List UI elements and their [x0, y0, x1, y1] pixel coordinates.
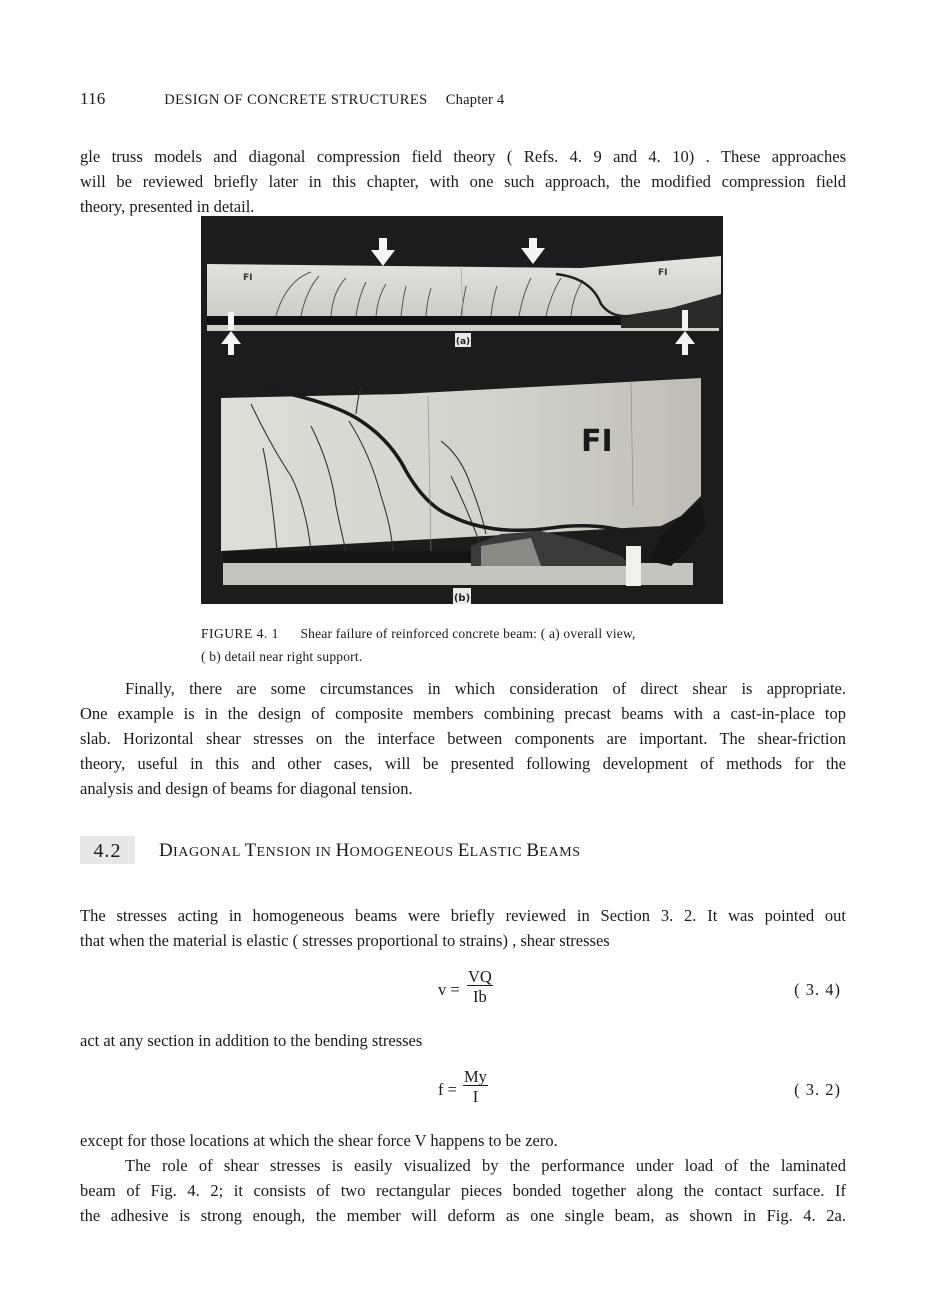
title-cap: E	[457, 840, 470, 861]
paragraph-bending-stresses	[80, 1028, 846, 1053]
support-base-b	[223, 563, 693, 585]
equation-numerator: VQ	[468, 967, 492, 986]
text-line: theory, presented in detail.	[80, 197, 255, 216]
running-head	[80, 89, 504, 109]
book-title: DESIGN OF CONCRETE STRUCTURES	[164, 92, 428, 108]
beam-photo-illustration	[201, 216, 723, 604]
text-line: theory, useful in this and other cases, will be presented following development of methods for the	[80, 754, 846, 773]
equation-fraction	[463, 1068, 488, 1108]
title-smallcaps: ENSION IN	[256, 845, 336, 860]
beam-marking-right: FI	[658, 268, 668, 278]
text-line: slab. Horizontal shear stresses on the interface between components are important. The shear-friction	[80, 729, 846, 748]
beam-b-shadow	[223, 551, 479, 563]
paragraph-intro-continuation	[80, 144, 846, 219]
title-cap: T	[244, 840, 257, 861]
panel-b-label: (b)	[453, 593, 471, 604]
equation-number: ( 3. 2)	[794, 1080, 841, 1099]
text-line: analysis and design of beams for diagonal tension.	[80, 779, 413, 798]
section-title	[159, 840, 581, 862]
beam-marking-left: FI	[243, 273, 253, 283]
text-line: except for those locations at which the shear force V happens to be zero.	[80, 1131, 558, 1150]
equation-denominator: Ib	[473, 987, 487, 1006]
caption-text-line-2: ( b) detail near right support.	[201, 649, 363, 664]
bearing-plate	[626, 546, 641, 586]
equation-lhs: f =	[438, 1080, 457, 1099]
title-smallcaps: LASTIC	[469, 845, 527, 860]
equation-numerator: My	[464, 1067, 487, 1086]
title-cap: B	[526, 840, 540, 861]
title-smallcaps: IAGONAL	[173, 845, 245, 860]
title-smallcaps: OMOGENEOUS	[349, 845, 458, 860]
equation-shear-stress	[80, 968, 846, 1018]
page-number: 116	[80, 89, 106, 108]
text-line: gle truss models and diagonal compression field theory ( Refs. 4. 9 and 4. 10) . These approaches	[80, 147, 846, 166]
title-cap: D	[159, 840, 174, 861]
paragraph-direct-shear	[80, 676, 846, 801]
text-line: The role of shear stresses is easily visualized by the performance under load of the laminated	[125, 1156, 846, 1175]
text-line: Finally, there are some circumstances in which consideration of direct shear is appropriate.	[125, 679, 846, 698]
section-number: 4.2	[80, 836, 135, 864]
title-cap: H	[335, 840, 350, 861]
equation-fraction	[467, 968, 493, 1008]
figure-4-1-photograph	[201, 216, 723, 604]
figure-label: FIGURE 4. 1	[201, 626, 279, 641]
text-line: beam of Fig. 4. 2; it consists of two rectangular pieces bonded together along the contact surface. If	[80, 1181, 846, 1200]
title-smallcaps: EAMS	[539, 845, 581, 860]
panel-a-label: (a)	[455, 337, 471, 347]
equation-bending-stress	[80, 1068, 846, 1118]
caption-text-line-1: Shear failure of reinforced concrete beam: ( a) overall view,	[300, 626, 636, 641]
text-line: the adhesive is strong enough, the member will deform as one single beam, as shown in Fig. 4. 2a.	[80, 1206, 846, 1225]
text-line: One example is in the design of composite members combining precast beams with a cast-in-place top	[80, 704, 846, 723]
beam-a-shadow	[207, 316, 621, 325]
figure-caption	[201, 622, 636, 668]
text-line: will be reviewed briefly later in this chapter, with one such approach, the modified compression field	[80, 172, 846, 191]
text-line: act at any section in addition to the bending stresses	[80, 1031, 423, 1050]
chapter-label: Chapter 4	[445, 92, 505, 108]
paragraph-laminated-beam	[80, 1128, 846, 1228]
beam-marking-large: FI	[581, 424, 613, 459]
equation-lhs: v =	[438, 980, 460, 999]
paragraph-homogeneous-beams	[80, 903, 846, 953]
equation-denominator: I	[472, 1087, 479, 1106]
equation-number: ( 3. 4)	[794, 980, 841, 999]
text-line: that when the material is elastic ( stresses proportional to strains) , shear stresses	[80, 931, 610, 950]
text-line: The stresses acting in homogeneous beams were briefly reviewed in Section 3. 2. It was pointed out	[80, 906, 846, 925]
panel-b-detail-view	[221, 378, 706, 604]
